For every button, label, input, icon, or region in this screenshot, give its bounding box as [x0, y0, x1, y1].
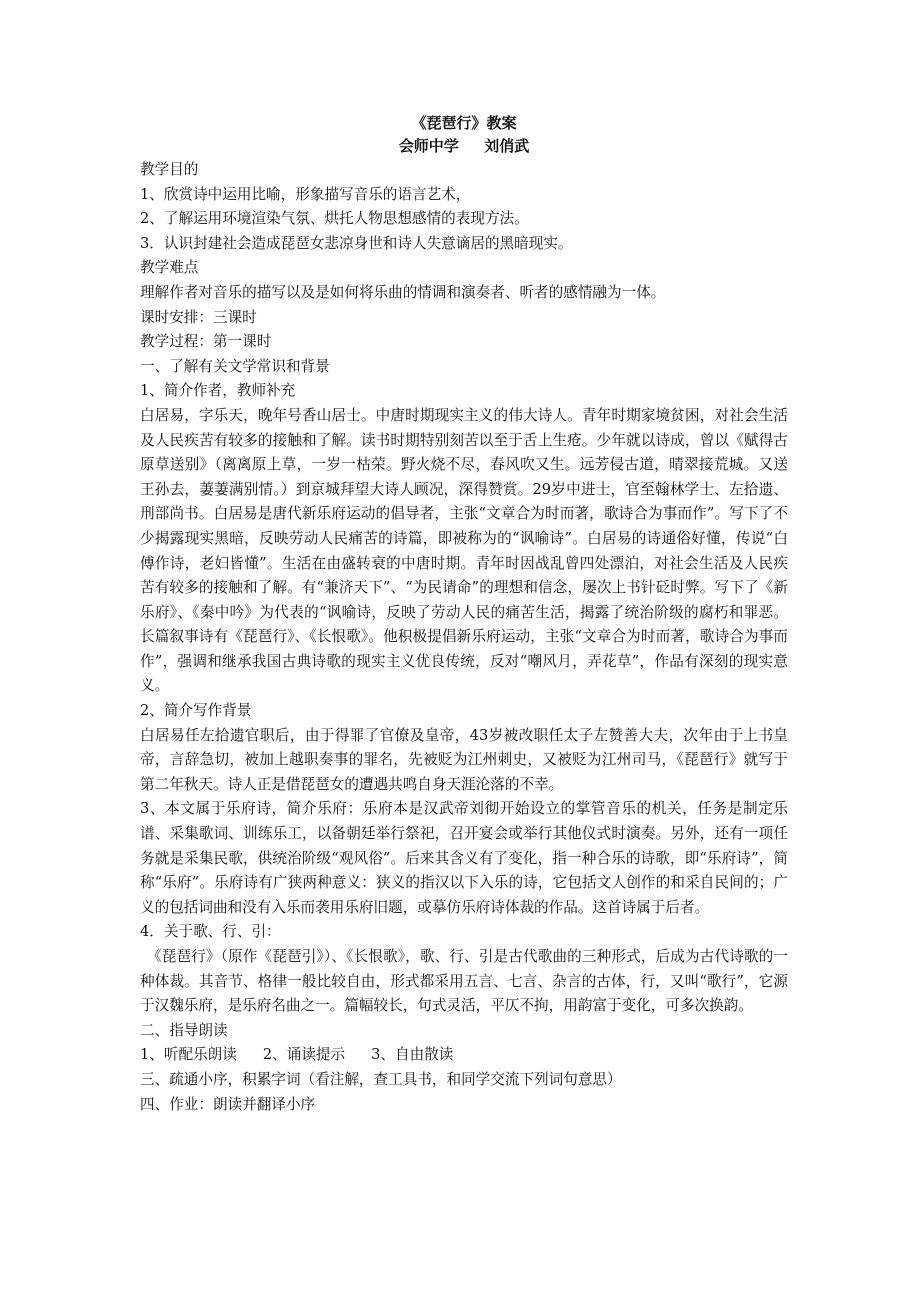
section-2-heading: 二、指导朗读: [140, 1021, 228, 1039]
section-1-4-heading: 4．关于歌、行、引：: [140, 923, 281, 941]
goal-item-1: 1、欣赏诗中运用比喻，形象描写音乐的语言艺术，: [140, 185, 471, 203]
section-1-2-heading: 2、简介写作背景: [140, 702, 252, 720]
reading-step-2: 2、诵读提示: [262, 1046, 346, 1064]
goal-heading: 教学目的: [140, 161, 199, 178]
process-heading: 教学过程：第一课时: [140, 333, 272, 351]
goal-item-2: 2、了解运用环境渲染气氛、烘托人物思想感情的表现方法。: [140, 210, 529, 228]
genre-paragraph: 《琵琶行》（原作《琵琶引》）、《长恨歌》，歌、行、引是古代歌曲的三种形式，后成为古代诗歌的一种体裁。其音节、格律一般比较自由，形式都采用五言、七言、杂言的古体，行，又叫“歌行”，它源于汉魏乐府，是乐府名曲之一。篇幅较长，句式灵活，平仄不拘，用韵富于变化，可多次换韵。: [140, 948, 788, 1015]
goal-item-3: 3．认识封建社会造成琵琶女悲凉身世和诗人失意谪居的黑暗现实。: [140, 234, 573, 252]
section-1-heading: 一、了解有关文学常识和背景: [140, 357, 330, 375]
class-hours: 课时安排：三课时: [140, 308, 257, 326]
difficulty-heading: 教学难点: [140, 259, 199, 277]
difficulty-text: 理解作者对音乐的描写以及是如何将乐曲的情调和演奏者、听者的感情融为一体。: [140, 283, 666, 301]
reading-step-1: 1、听配乐朗读: [140, 1046, 237, 1064]
author-bio-paragraph: 白居易，字乐天，晚年号香山居士。中唐时期现实主义的伟大诗人。青年时期家境贫困，对社会生活及人民疾苦有较多的接触和了解。读书时期特别刻苦以至于舌上生疮。少年就以诗成，曾以《赋得古原草送别》（离离原上草，一岁一枯荣。野火烧不尽，春风吹又生。远芳侵古道，晴翠接荒城。又送王孙去，萋萋满别情。）到京城拜望大诗人顾况，深得赞赏。29岁中进士，官至翰林学士、左拾遗、刑部尚书。白居易是唐代新乐府运动的倡导者，主张“文章合为时而著，歌诗合为事而作”。写下了不少揭露现实黑暗，反映劳动人民痛苦的诗篇，即被称为的“讽喻诗”。白居易的诗通俗好懂，传说“白傅作诗，老妇皆懂”。生活在由盛转衰的中唐时期。青年时因战乱曾四处漂泊，对社会生活及人民疾苦有较多的接触和了解。有“兼济天下”、“为民请命”的理想和信念，屡次上书针砭时弊。写下了《新乐府》、《秦中吟》为代表的“讽喻诗，反映了劳动人民的痛苦生活，揭露了统治阶级的腐朽和罪恶。长篇叙事诗有《琵琶行》、《长恨歌》。他积极提倡新乐府运动，主张“文章合为时而著，歌诗合为事而作”，强调和继承我国古典诗歌的现实主义优良传统，反对“嘲风月，弄花草”，作品有深刻的现实意义。: [140, 406, 788, 695]
yuefu-paragraph: 3、本文属于乐府诗，简介乐府：乐府本是汉武帝刘彻开始设立的掌管音乐的机关，任务是制定乐谱、采集歌词、训练乐工，以备朝廷举行祭祀，召开宴会或举行其他仪式时演奏。另外，还有一项任务就是采集民歌，供统治阶级“观风俗”。后来其含义有了变化，指一种合乐的诗歌，即“乐府诗”，简称“乐府”。乐府诗有广狭两种意义：狭义的指汉以下入乐的诗，它包括文人创作的和采自民间的；广义的包括词曲和没有入乐而袭用乐府旧题，或摹仿乐府诗体裁的作品。这首诗属于后者。: [140, 800, 788, 916]
author-line: 会师中学 刘俏武: [398, 137, 530, 155]
document-title: 《琵琶行》教案: [411, 114, 517, 132]
document-page: [140, 112, 788, 1117]
reading-steps: [140, 1043, 788, 1068]
section-3-heading: 三、疏通小序，积累字词（看注解，查工具书，和同学交流下列词句意思）: [140, 1070, 622, 1088]
background-paragraph: 白居易任左拾遗官职后，由于得罪了官僚及皇帝，43岁被改职任太子左赞善大夫，次年由于上书皇帝，言辞急切，被加上越职奏事的罪名，先被贬为江州刺史，又被贬为江州司马，《琵琶行》就写于第二年秋天。诗人正是借琵琶女的遭遇共鸣自身天涯沦落的不幸。: [140, 726, 788, 793]
section-1-1-heading: 1、简介作者，教师补充: [140, 382, 296, 400]
reading-step-3: 3、自由散读: [371, 1046, 454, 1064]
section-4-heading: 四、作业：朗读并翻译小序: [140, 1095, 316, 1113]
